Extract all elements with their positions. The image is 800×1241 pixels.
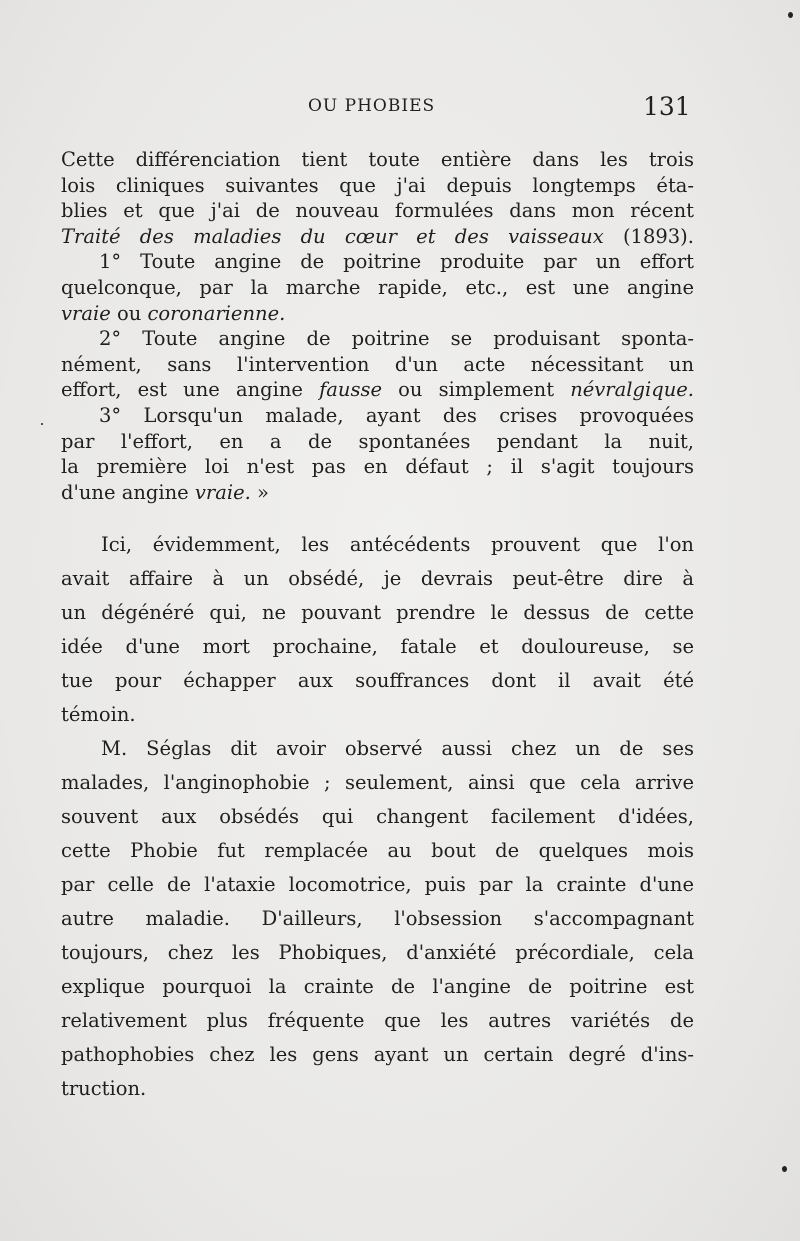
text-line: autre maladie. D'ailleurs, l'obsession s'accompagnant (61, 907, 694, 930)
page-number: 131 (643, 92, 691, 121)
text-fragment: » (250, 480, 269, 504)
text-line: toujours, chez les Phobiques, d'anxiété précordiale, cela (61, 941, 694, 964)
page-header (0, 92, 800, 122)
text-line: par l'effort, en a de spontanées pendant la nuit, (61, 429, 694, 453)
emphasis: fausse (319, 378, 383, 402)
main-body (61, 528, 694, 1106)
text-fragment: (1893). (603, 224, 694, 248)
text-line: truction. (61, 1077, 147, 1100)
quoted-laws (61, 147, 694, 505)
text-line: Ici, évidemment, les antécédents prouvent que l'on (101, 533, 694, 556)
text-fragment: d'une angine (61, 480, 195, 504)
text-line: malades, l'anginophobie ; seulement, ainsi que cela arrive (61, 771, 694, 794)
text-line: blies et que j'ai de nouveau formulées dans mon récent (61, 199, 694, 223)
text-line: souvent aux obsédés qui changent facilement d'idées, (61, 805, 694, 828)
print-speck (41, 423, 43, 425)
emphasis: névralgique. (570, 378, 694, 402)
text-line: par celle de l'ataxie locomotrice, puis par la crainte d'une (61, 873, 694, 896)
text-line: pathophobies chez les gens ayant un certain degré d'ins- (61, 1043, 694, 1066)
text-line: un dégénéré qui, ne pouvant prendre le dessus de cette (61, 601, 694, 624)
text-line: tue pour échapper aux souffrances dont il avait été (61, 669, 694, 692)
text-line: Cette différenciation tient toute entière dans les trois (61, 148, 694, 171)
text-line: cette Phobie fut remplacée au bout de quelques mois (61, 839, 694, 862)
emphasis: coronarienne. (147, 301, 286, 325)
text-line: avait affaire à un obsédé, je devrais peut-être dire à (61, 567, 694, 590)
text-fragment: ou simplement (382, 378, 571, 402)
text-line: idée d'une mort prochaine, fatale et douloureuse, se (61, 635, 694, 658)
text-line (61, 377, 694, 403)
text-line: 1° Toute angine de poitrine produite par un effort (99, 250, 694, 274)
emphasis: vraie. (194, 480, 251, 504)
text-line: M. Séglas dit avoir observé aussi chez un de ses (101, 737, 694, 760)
text-fragment: ou (110, 301, 148, 325)
text-line (61, 480, 694, 506)
text-line: explique pourquoi la crainte de l'angine de poitrine est (61, 975, 694, 998)
print-speck (782, 1166, 787, 1172)
text-line (61, 224, 694, 250)
emphasis: vraie (61, 301, 111, 325)
text-line: quelconque, par la marche rapide, etc., est une angine (61, 275, 694, 299)
running-head: OU PHOBIES (308, 96, 436, 116)
text-line (61, 301, 694, 327)
text-fragment: effort, est une angine (61, 378, 320, 402)
text-line: lois cliniques suivantes que j'ai depuis longtemps éta- (61, 173, 694, 197)
text-line: 2° Toute angine de poitrine se produisant sponta- (99, 327, 694, 351)
book-title: Traité des maladies du cœur et des vaisseaux (61, 224, 604, 248)
text-line: nément, sans l'intervention d'un acte nécessitant un (61, 352, 694, 376)
text-line: la première loi n'est pas en défaut ; il s'agit toujours (61, 455, 694, 479)
text-line: 3° Lorsqu'un malade, ayant des crises provoquées (99, 403, 694, 427)
text-line: témoin. (61, 703, 136, 726)
print-speck (788, 12, 793, 18)
text-line: relativement plus fréquente que les autres variétés de (61, 1009, 694, 1032)
